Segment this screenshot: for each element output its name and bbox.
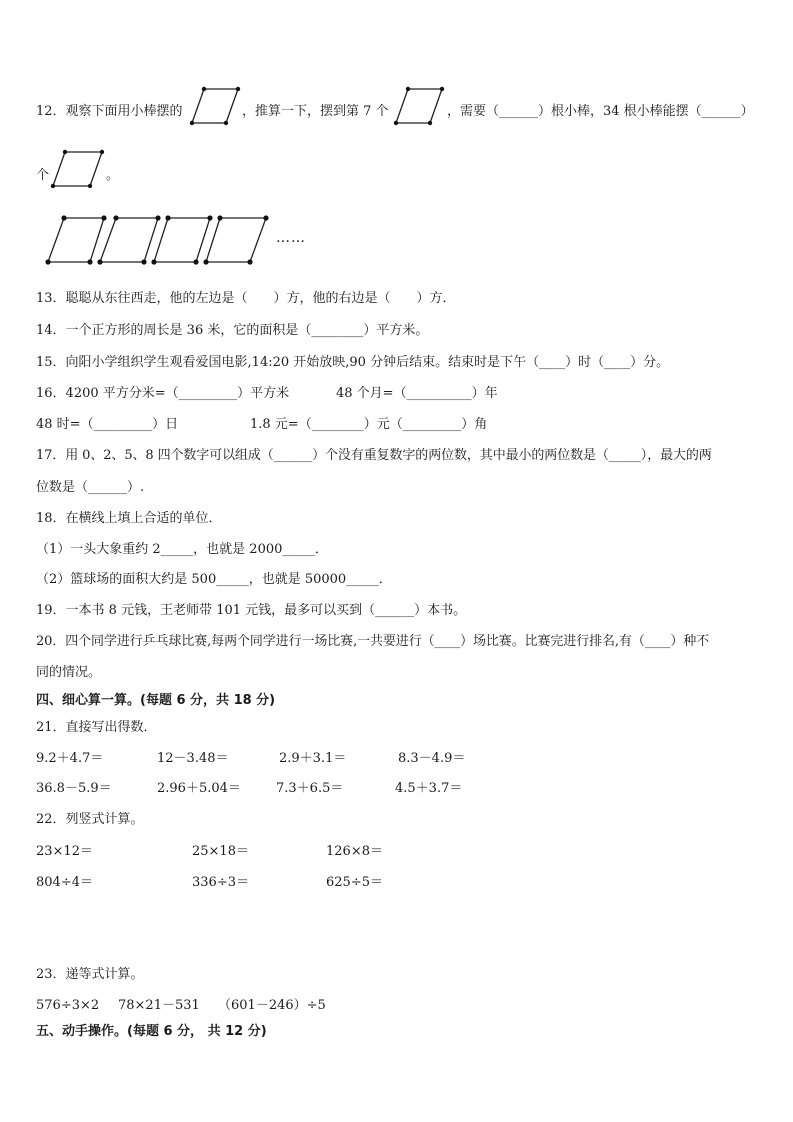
q21-item: 2.96＋5.04＝ [157,781,241,796]
q12-text-a: 12．观察下面用小棒摆的 [36,104,183,119]
continuation-dots: …… [276,230,306,246]
q23-item: 78×21－531 [118,998,200,1013]
q22-item: 23×12＝ [36,844,93,859]
q23-item: （601－246）÷5 [218,998,326,1013]
q21-title: 21．直接写出得数． [36,720,157,735]
q21-item: 2.9＋3.1＝ [279,751,347,766]
q17-line2: 位数是（______）. [36,480,145,495]
q18-line1: （1）一头大象重约 2_____，也就是 2000_____． [36,542,328,557]
q22-item: 625÷5＝ [326,875,383,890]
q12-text-b: ，推算一下，摆到第 7 个 [242,104,389,119]
q23-item: 576÷3×2 [36,998,100,1013]
parallelogram-icon [190,86,240,128]
q23-title: 23．递等式计算。 [36,967,144,982]
parallelogram-icon [394,86,444,128]
q16-d: 1.8 元=（________）元（_________）角 [250,417,488,432]
section-4-heading: 四、细心算一算。(每题 6 分，共 18 分) [36,693,276,708]
q22-item: 804÷4＝ [36,875,93,890]
q22-item: 25×18＝ [192,844,249,859]
q21-item: 12－3.48＝ [157,751,229,766]
q21-item: 9.2＋4.7＝ [36,751,104,766]
q21-item: 8.3－4.9＝ [398,751,466,766]
q14: 14．一个正方形的周长是 36 米，它的面积是（________）平方米。 [36,323,429,338]
q12-text-c: ，需要（______）根小棒，34 根小棒能摆（______） [447,104,754,119]
parallelogram-icon [50,149,106,191]
q13: 13．聪聪从东往西走，他的左边是（ ）方，他的右边是（ ）方． [36,291,456,306]
q22-item: 126×8＝ [326,844,383,859]
q22-title: 22．列竖式计算。 [36,812,144,827]
q18-title: 18．在横线上填上合适的单位． [36,511,222,526]
q19: 19．一本书 8 元钱，王老师带 101 元钱，最多可以买到（______）本书。 [36,603,467,618]
stick-parallelograms-figure [40,212,280,270]
q20-line1: 20．四个同学进行乒乓球比赛,每两个同学进行一场比赛,一共要进行（____）场比赛。比赛完进行排名,有（____）种不 [36,634,710,649]
q16-a: 16．4200 平方分米=（_________）平方米 [36,386,290,401]
q17-line1: 17．用 0、2、5、8 四个数字可以组成（______）个没有重复数字的两位数，其中最小的两位数是（_____），最大的两 [36,448,712,463]
q16-c: 48 时=（_________）日 [36,417,179,432]
q20-line2: 同的情况。 [36,665,102,680]
q16-b: 48 个月=（__________）年 [336,386,498,401]
q22-item: 336÷3＝ [192,875,249,890]
q15: 15．向阳小学组织学生观看爱国电影,14:20 开始放映,90 分钟后结束。结束时是下午（____）时（____）分。 [36,355,670,370]
q21-item: 7.3＋6.5＝ [276,781,344,796]
q12-text-d: 个 [36,168,50,183]
q21-item: 4.5＋3.7＝ [395,781,463,796]
q21-item: 36.8－5.9＝ [36,781,112,796]
section-5-heading: 五、动手操作。(每题 6 分， 共 12 分) [36,1024,267,1039]
q12-text-e: 。 [106,168,120,183]
q18-line2: （2）篮球场的面积大约是 500_____，也就是 50000_____． [36,572,392,587]
